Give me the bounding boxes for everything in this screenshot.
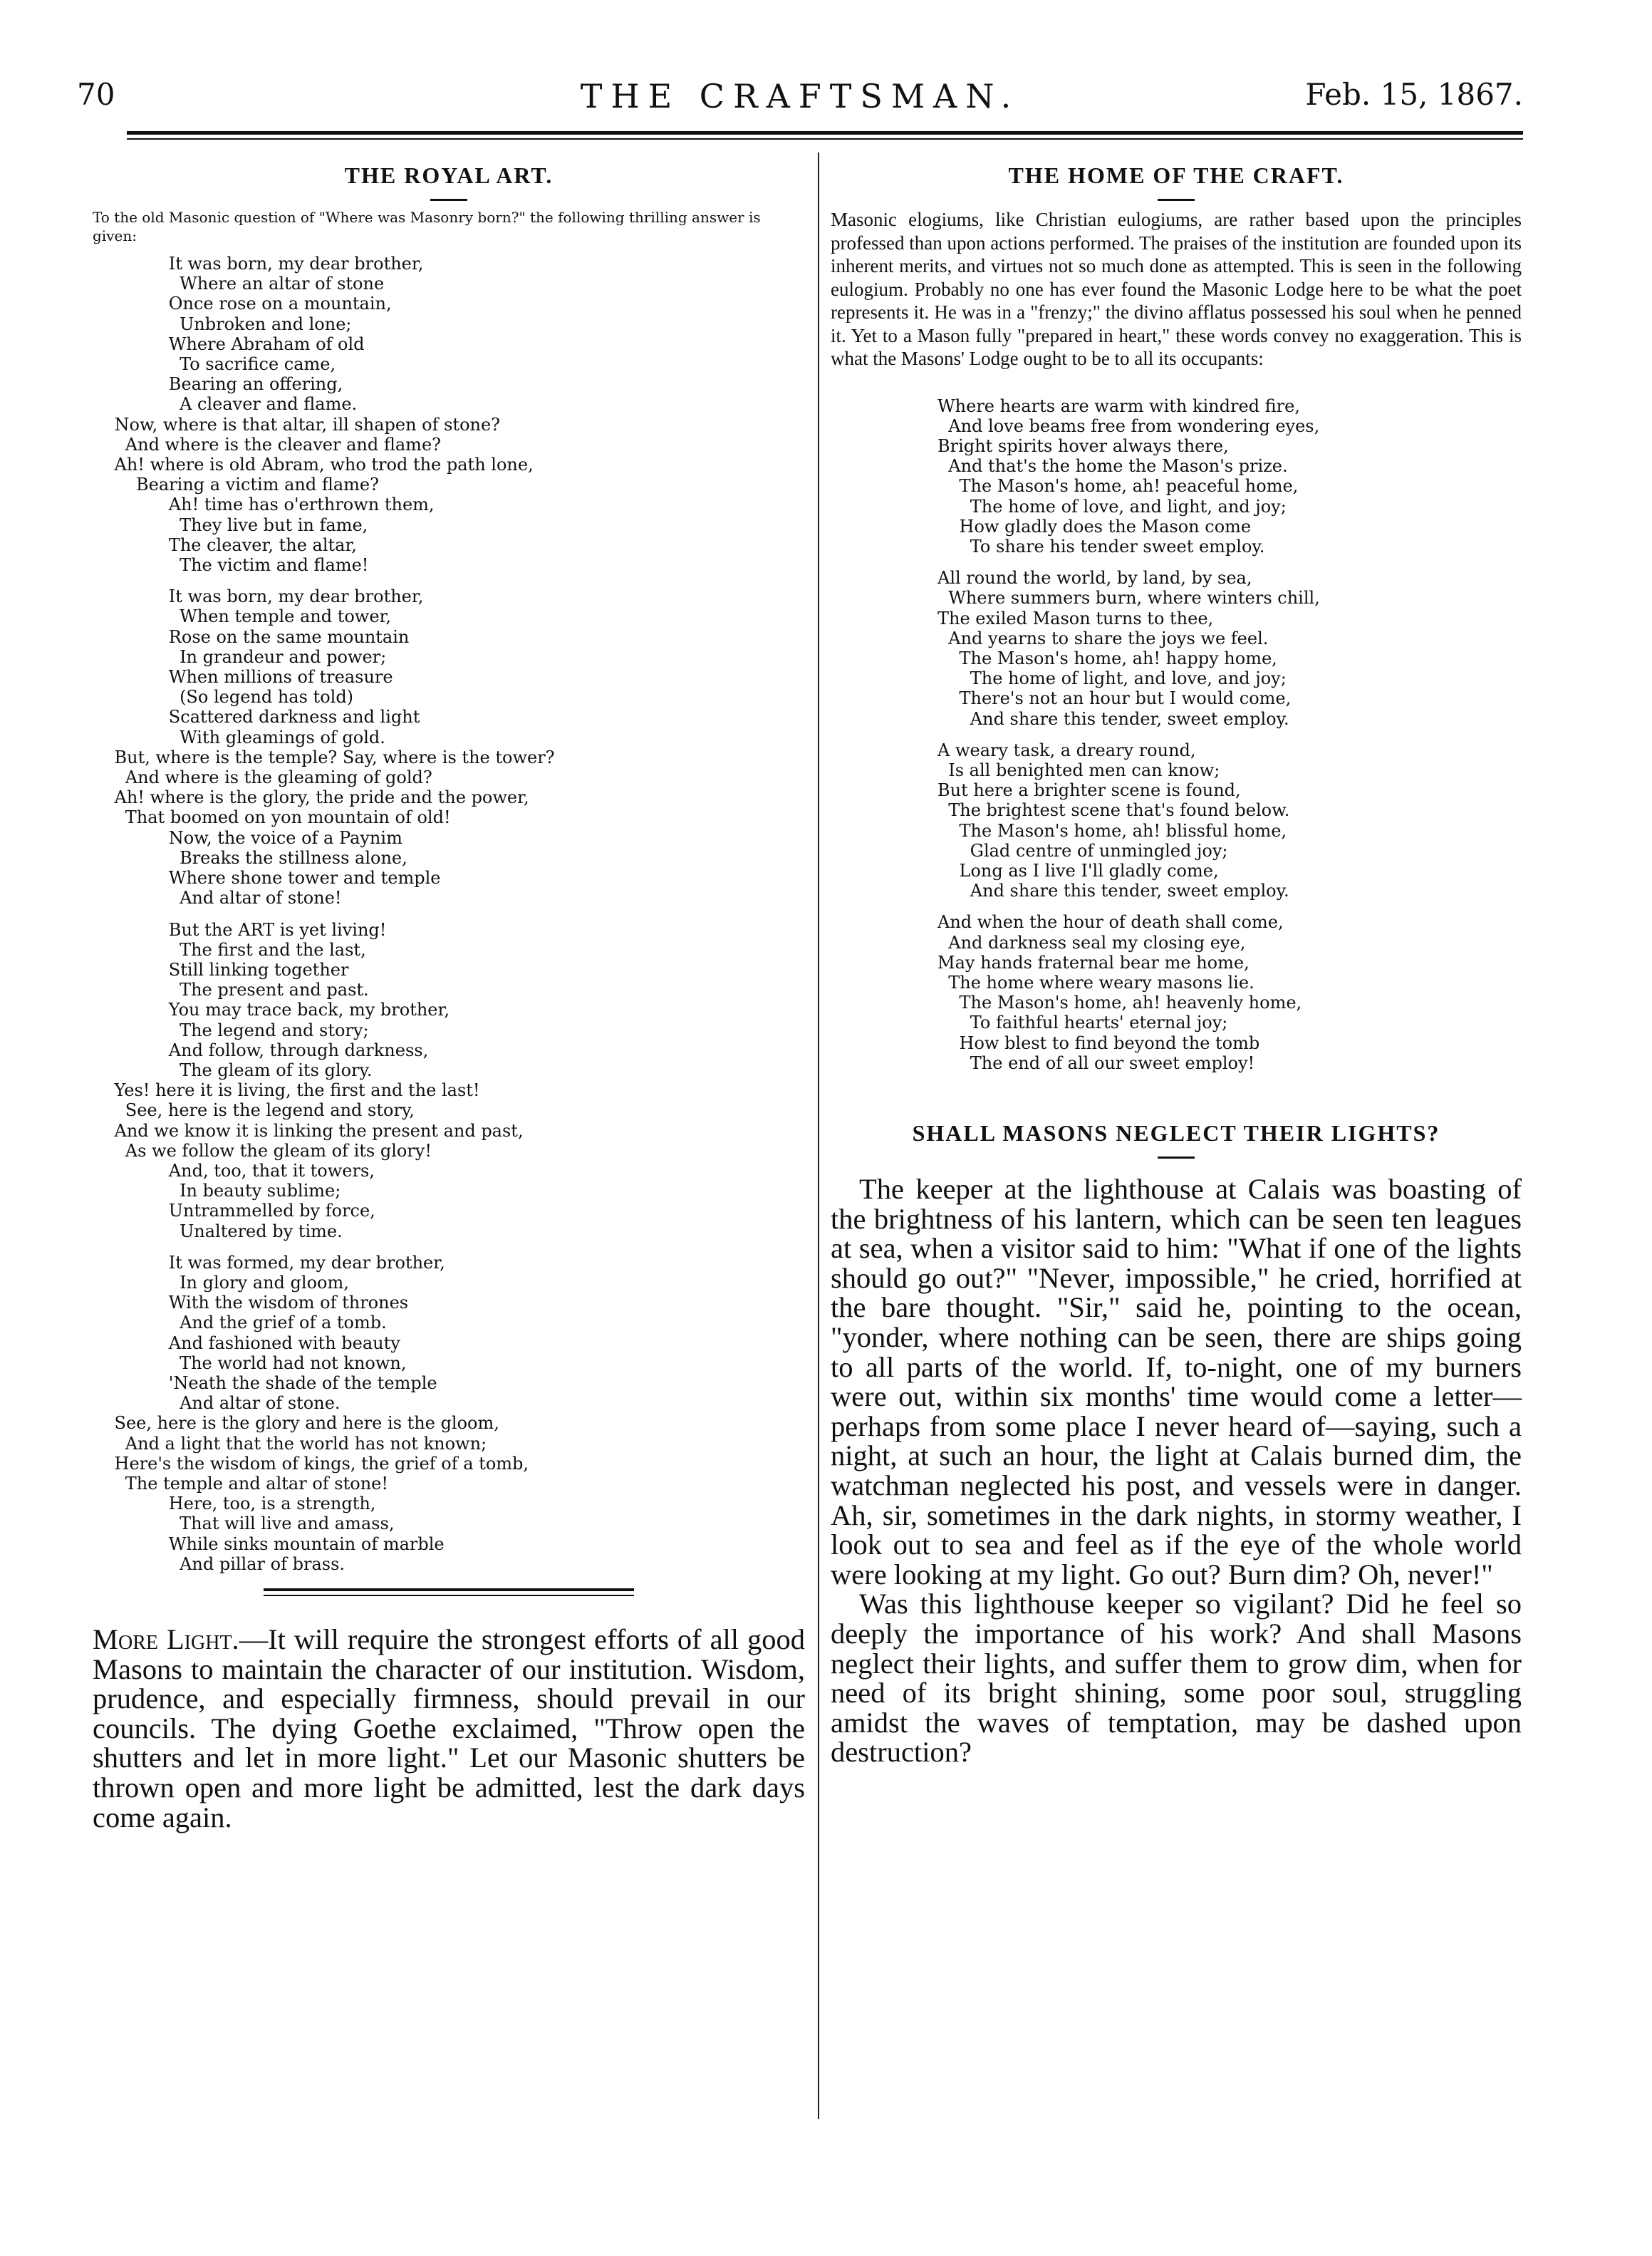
- poem-line: The Mason's home, ah! happy home,: [937, 648, 1277, 668]
- poem-line: Ah! time has o'erthrown them,: [93, 495, 435, 515]
- column-divider: [818, 152, 819, 2119]
- article-heading-lights: SHALL MASONS NEGLECT THEIR LIGHTS?: [912, 1120, 1440, 1146]
- poem-line: You may trace back, my brother,: [93, 1000, 450, 1020]
- poem-line: May hands fraternal bear me home,: [937, 952, 1250, 973]
- poem-line: And when the hour of death shall come,: [937, 912, 1284, 933]
- poem-line: And pillar of brass.: [93, 1553, 346, 1574]
- poem-line: It was formed, my dear brother,: [93, 1252, 445, 1273]
- poem-line: And altar of stone.: [93, 1393, 341, 1414]
- poem-line: When temple and tower,: [93, 606, 392, 627]
- poem-line: Now, where is that altar, ill shapen of stone?: [93, 414, 501, 435]
- issue-date: Feb. 15, 1867.: [1305, 77, 1523, 112]
- poem-line: Unaltered by time.: [93, 1221, 343, 1241]
- poem-line: And share this tender, sweet employ.: [937, 708, 1289, 729]
- poem-line: While sinks mountain of marble: [93, 1533, 445, 1554]
- publication-title: THE CRAFTSMAN.: [580, 77, 1020, 115]
- poem-line: Breaks the stillness alone,: [93, 847, 407, 868]
- poem-line: The home where weary masons lie.: [937, 972, 1254, 993]
- poem-line: Where Abraham of old: [93, 333, 365, 354]
- poem-line: Where summers burn, where winters chill,: [937, 588, 1320, 609]
- poem-line: All round the world, by land, by sea,: [937, 568, 1252, 589]
- poem-line: And, too, that it towers,: [93, 1160, 375, 1181]
- poem-stanza: [93, 586, 805, 908]
- poem-line: Here's the wisdom of kings, the grief of a tomb,: [93, 1453, 529, 1474]
- poem-stanza: [937, 568, 1522, 729]
- poem-line: But here a brighter scene is found,: [937, 780, 1241, 801]
- poem-line: The Mason's home, ah! peaceful home,: [937, 476, 1299, 497]
- poem-line: The first and the last,: [93, 939, 366, 960]
- poem-line: A cleaver and flame.: [93, 394, 358, 415]
- poem-line: And the grief of a tomb.: [93, 1313, 387, 1333]
- poem-line: The gleam of its glory.: [93, 1060, 373, 1080]
- poem-stanza: [93, 254, 805, 575]
- poem-stanza: [93, 1253, 805, 1574]
- poem-line: And fashioned with beauty: [93, 1333, 400, 1353]
- poem-line: See, here is the glory and here is the gloom,: [93, 1413, 499, 1434]
- poem-line: Rose on the same mountain: [93, 626, 410, 647]
- home-of-craft-intro: Masonic elogiums, like Christian eulogiums, are rather based upon the principles professed than upon actions performed. The praises of the institution are founded upon its inherent merits, and virtues not so much done as attempted. This is seen in the following eulogium. Probably no one has ever found the Masonic Lodge here to be what the poet represents it. He was in a "frenzy;" the divino afflatus possessed his soul when he penned it. Yet to a Mason fully "prepared in heart," these words convey no exaggeration. This is what the Masons' Lodge ought to be to all its occupants:: [831, 209, 1522, 369]
- lights-paragraph-1: The keeper at the lighthouse at Calais was boasting of the brightness of his lantern, which can be seen ten leagues at sea, when a visitor said to him: "What if one of the lights should go out?" "Never, impossible," he cried, horrified at the bare thought. "Sir," said he, pointing to the ocean, "yonder, where nothing can be seen, there are ships going to all parts of the world. If, to-night, one of my burners were out, within six months' time would come a letter—perhaps from some place I never heard of—saying, such a night, at such an hour, the light at Calais burned dim, the watchman neglected his post, and vessels were in danger. Ah, sir, sometimes in the dark nights, in stormy weather, I look out to sea and feel as if the eye of the whole world were looking at my light. Go out? Burn dim? Oh, never!": [831, 1173, 1522, 1590]
- header-rule-thick: [127, 131, 1523, 135]
- poem-line: They live but in fame,: [93, 514, 368, 535]
- poem-line: 'Neath the shade of the temple: [93, 1372, 437, 1393]
- poem-line: Glad centre of unmingled joy;: [937, 840, 1228, 861]
- poem-line: Untrammelled by force,: [93, 1201, 375, 1221]
- poem-line: The cleaver, the altar,: [93, 534, 357, 555]
- poem-line: And altar of stone!: [93, 888, 342, 909]
- poem-line: In beauty sublime;: [93, 1181, 341, 1201]
- poem-line: But, where is the temple? Say, where is the tower?: [93, 747, 555, 767]
- poem-line: Bright spirits hover always there,: [937, 435, 1229, 456]
- poem-line: Long as I live I'll gladly come,: [937, 860, 1219, 881]
- poem-line: How gladly does the Mason come: [937, 516, 1252, 537]
- poem-line: Yes! here it is living, the first and the last!: [93, 1080, 480, 1101]
- royal-art-intro: To the old Masonic question of "Where was Masonry born?" the following thrilling answer is given:: [93, 209, 761, 244]
- lights-paragraph-2: Was this lighthouse keeper so vigilant? Did he feel so deeply the importance of his work? And shall Masons neglect their lights, and suffer them to grow dim, when for need of its bright shining, some poor soul, struggling amidst the waves of temptation, may be dashed upon destruction?: [831, 1588, 1522, 1769]
- poem-line: Here, too, is a strength,: [93, 1494, 376, 1514]
- poem-line: And a light that the world has not known;: [93, 1433, 487, 1454]
- poem-line: To faithful hearts' eternal joy;: [937, 1013, 1228, 1033]
- poem-line: There's not an hour but I would come,: [937, 688, 1292, 709]
- poem-line: To share his tender sweet employ.: [937, 536, 1265, 557]
- poem-line: The world had not known,: [93, 1352, 407, 1373]
- poem-line: Where an altar of stone: [93, 274, 385, 294]
- running-head: [77, 77, 1523, 120]
- poem-line: The exiled Mason turns to thee,: [937, 608, 1214, 628]
- poem-line: And where is the cleaver and flame?: [93, 434, 442, 455]
- poem-line: Ah! where is the glory, the pride and the power,: [93, 787, 529, 808]
- right-column: [831, 162, 1522, 1767]
- poem-line: That will live and amass,: [93, 1514, 395, 1534]
- poem-line: Bearing an offering,: [93, 374, 343, 395]
- left-column: [93, 162, 805, 1832]
- poem-line: Scattered darkness and light: [93, 707, 420, 728]
- poem-line: The legend and story;: [93, 1020, 369, 1040]
- poem-line: And share this tender, sweet employ.: [937, 881, 1289, 901]
- poem-line: With gleamings of gold.: [93, 727, 385, 747]
- heading-dash: [1158, 1157, 1195, 1159]
- poem-line: Where shone tower and temple: [93, 868, 441, 889]
- poem-line: And where is the gleaming of gold?: [93, 767, 432, 788]
- section-end-rule: [264, 1588, 634, 1596]
- poem-line: And love beams free from wondering eyes,: [937, 415, 1320, 436]
- poem-line: But the ART is yet living!: [93, 919, 387, 940]
- poem-line: It was born, my dear brother,: [93, 254, 424, 274]
- page-number: 70: [77, 77, 115, 112]
- poem-line: The Mason's home, ah! blissful home,: [937, 820, 1287, 841]
- more-light-lead: More Light.: [93, 1623, 239, 1655]
- poem-line: The Mason's home, ah! heavenly home,: [937, 993, 1302, 1013]
- poem-line: Now, the voice of a Paynim: [93, 827, 402, 848]
- poem-line: A weary task, a dreary round,: [937, 740, 1196, 760]
- poem-stanza: [937, 912, 1522, 1073]
- more-light-paragraph: [93, 1625, 805, 1832]
- poem-stanza: [937, 396, 1522, 557]
- poem-line: The home of love, and light, and joy;: [937, 496, 1287, 517]
- poem-line: As we follow the gleam of its glory!: [93, 1140, 432, 1161]
- heading-dash: [1158, 199, 1195, 201]
- poem-line: The victim and flame!: [93, 555, 369, 576]
- poem-line: The present and past.: [93, 980, 369, 1000]
- poem-line: Unbroken and lone;: [93, 314, 352, 334]
- poem-line: The brightest scene that's found below.: [937, 800, 1290, 821]
- home-poem: [831, 396, 1522, 1074]
- poem-line: The end of all our sweet employ!: [937, 1052, 1255, 1073]
- article-heading-home-of-craft: THE HOME OF THE CRAFT.: [1008, 162, 1344, 188]
- poem-line: Still linking together: [93, 959, 349, 980]
- poem-stanza: [937, 740, 1522, 901]
- poem-line: Ah! where is old Abram, who trod the path lone,: [93, 455, 534, 475]
- article-heading-royal-art: THE ROYAL ART.: [344, 162, 554, 188]
- poem-line: (So legend has told): [93, 687, 354, 708]
- poem-line: That boomed on yon mountain of old!: [93, 807, 451, 828]
- poem-line: With the wisdom of thrones: [93, 1293, 409, 1313]
- poem-line: How blest to find beyond the tomb: [937, 1033, 1260, 1053]
- poem-line: To sacrifice came,: [93, 354, 336, 375]
- poem-line: In glory and gloom,: [93, 1272, 349, 1293]
- poem-line: In grandeur and power;: [93, 646, 387, 667]
- poem-line: And darkness seal my closing eye,: [937, 932, 1246, 953]
- poem-line: Bearing a victim and flame?: [93, 475, 379, 495]
- poem-line: And we know it is linking the present and past,: [93, 1120, 524, 1141]
- heading-dash: [430, 199, 467, 201]
- poem-line: It was born, my dear brother,: [93, 586, 424, 607]
- poem-line: And follow, through darkness,: [93, 1040, 429, 1060]
- poem-line: Once rose on a mountain,: [93, 294, 392, 314]
- more-light-text: —It will require the strongest efforts of all good Masons to maintain the character of our institution. Wisdom, prudence, and especially firmness, should prevail in our councils. The dying Goethe exclaimed, "Throw open the shutters and let in more light." Let our Masonic shutters be thrown open and more light be admitted, lest the dark days come again.: [93, 1623, 805, 1833]
- poem-line: And yearns to share the joys we feel.: [937, 628, 1269, 648]
- poem-line: When millions of treasure: [93, 667, 393, 688]
- poem-line: See, here is the legend and story,: [93, 1100, 415, 1121]
- header-rule-thin: [127, 138, 1523, 140]
- poem-line: The temple and altar of stone!: [93, 1473, 389, 1494]
- poem-stanza: [93, 920, 805, 1241]
- poem-line: And that's the home the Mason's prize.: [937, 456, 1288, 477]
- poem-line: Where hearts are warm with kindred fire,: [937, 395, 1300, 416]
- poem-line: The home of light, and love, and joy;: [937, 668, 1287, 689]
- poem-line: Is all benighted men can know;: [937, 760, 1220, 780]
